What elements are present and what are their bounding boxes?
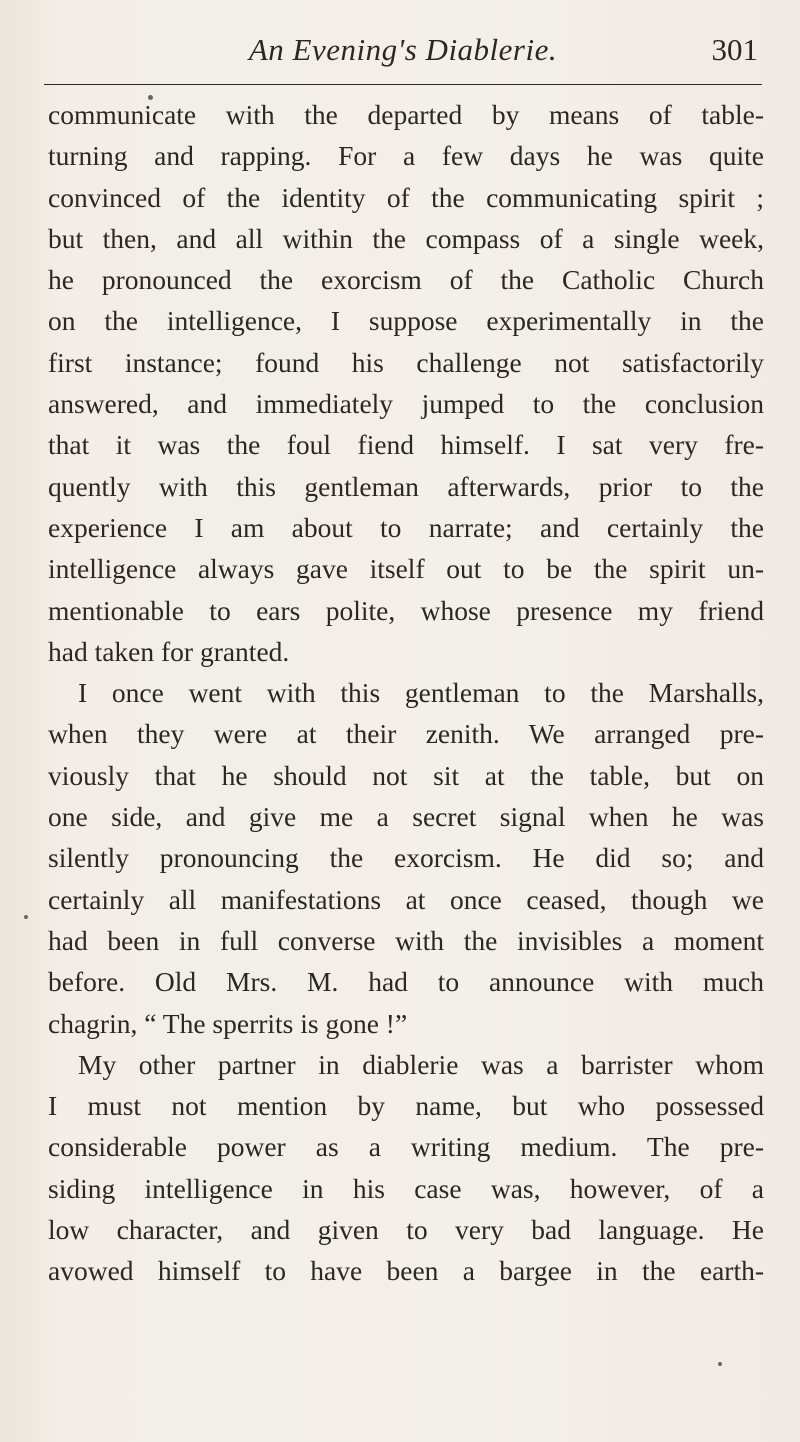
- text-line: one side, and give me a secret signal when he was: [48, 801, 764, 833]
- text-line: before. Old Mrs. M. had to announce with much: [48, 966, 764, 998]
- text-line: quently with this gentleman afterwards, prior to the: [48, 470, 764, 502]
- page-header: [44, 26, 762, 80]
- text-line: convinced of the identity of the communicating spirit ;: [48, 181, 764, 213]
- body-text: [48, 94, 764, 1292]
- text-line: avowed himself to have been a bargee in the earth-: [48, 1255, 764, 1287]
- text-line: had taken for granted.: [48, 635, 290, 667]
- text-line: silently pronouncing the exorcism. He did so; and: [48, 842, 764, 874]
- text-line: siding intelligence in his case was, however, of a: [48, 1172, 764, 1204]
- text-line: on the intelligence, I suppose experimentally in the: [48, 305, 764, 337]
- text-line: answered, and immediately jumped to the conclusion: [48, 388, 764, 420]
- ink-speck: [718, 1362, 722, 1366]
- text-line: turning and rapping. For a few days he was quite: [48, 140, 764, 172]
- text-line: communicate with the departed by means of table-: [48, 99, 764, 130]
- text-line: that it was the foul fiend himself. I sat very fre-: [48, 429, 764, 461]
- text-line: he pronounced the exorcism of the Catholic Church: [48, 264, 764, 296]
- running-title: An Evening's Diablerie.: [248, 32, 558, 67]
- text-line: viously that he should not sit at the table, but on: [48, 759, 764, 791]
- text-line: first instance; found his challenge not satisfactorily: [48, 346, 764, 378]
- text-line: My other partner in diablerie was a barrister whom: [78, 1048, 764, 1080]
- header-rule: [44, 84, 762, 85]
- text-line: mentionable to ears polite, whose presence my friend: [48, 594, 764, 626]
- text-line: certainly all manifestations at once ceased, though we: [48, 883, 764, 915]
- text-line: I once went with this gentleman to the Marshalls,: [78, 677, 764, 709]
- text-line: I must not mention by name, but who possessed: [48, 1090, 764, 1122]
- page-number: 301: [711, 32, 758, 67]
- text-line: considerable power as a writing medium. The pre-: [48, 1131, 764, 1163]
- text-line: experience I am about to narrate; and certainly the: [48, 511, 764, 543]
- text-line: low character, and given to very bad language. He: [48, 1214, 764, 1246]
- ink-speck: [24, 915, 28, 919]
- text-line: chagrin, “ The sperrits is gone !”: [48, 1007, 408, 1039]
- text-line: when they were at their zenith. We arranged pre-: [48, 718, 764, 750]
- text-line: intelligence always gave itself out to be the spirit un-: [48, 553, 764, 585]
- text-line: but then, and all within the compass of a single week,: [48, 222, 764, 254]
- text-line: had been in full converse with the invisibles a moment: [48, 924, 764, 956]
